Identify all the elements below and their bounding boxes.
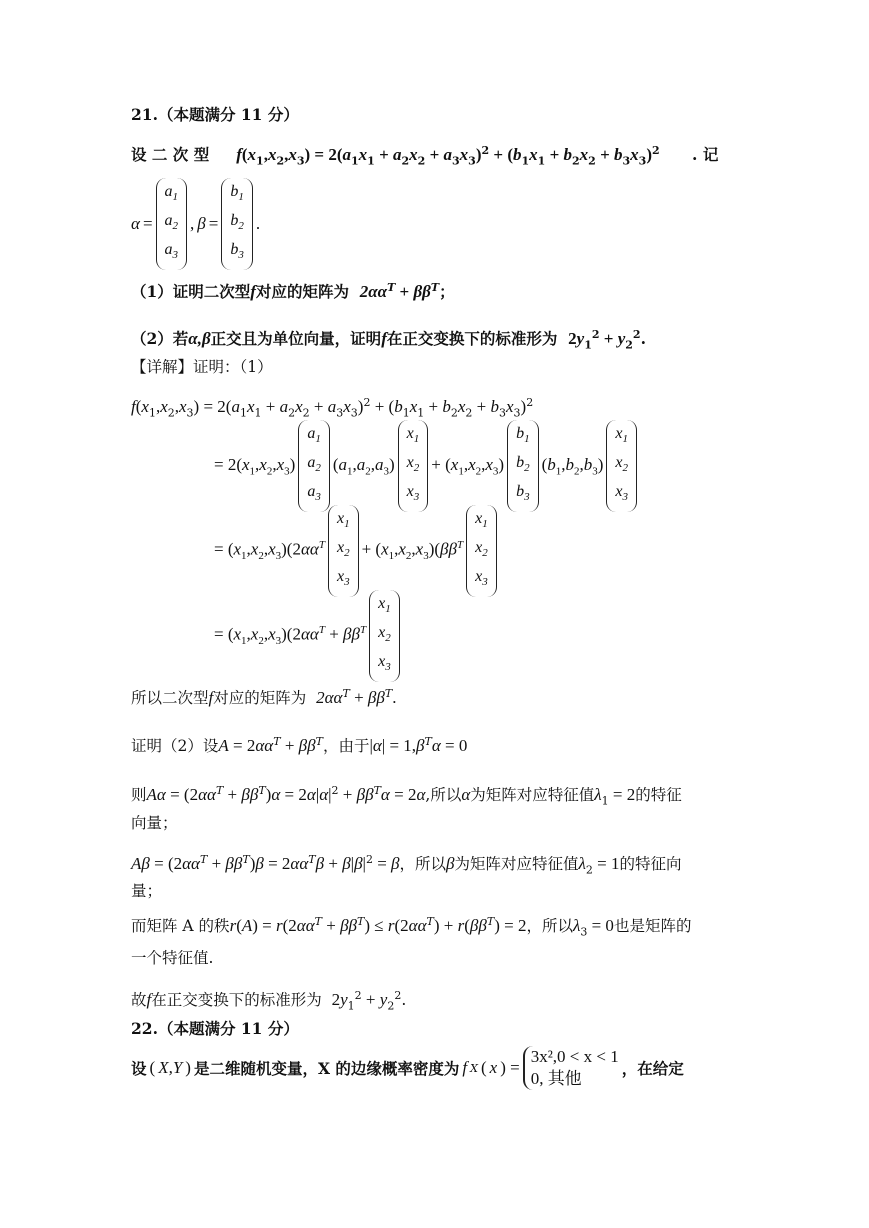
rank-wrap: 一个特征值.	[131, 949, 214, 967]
q21-part1: （1）证明二次型f对应的矩阵为 $2\alpha\alpha^T + \beta\beta^T$；	[131, 281, 455, 302]
density-case-1: 3x²,0 < x < 1	[530, 1047, 619, 1066]
expansion-line1: $f(x_1,x_2,x_3) = 2(a_1x_1 + a_2x_2 + a_3x_3)^2 + (b_1x_1 + b_2x_2 + b_3x_3)^2$	[131, 396, 534, 420]
q22-intro: 设 ( X,Y ) 是二维随机变量，X 的边缘概率密度为 f X ( x ) = 3x²,0 < x < 1 0, 其他 ，在给定	[131, 1047, 684, 1088]
q21-part2: （2）若α,β正交且为单位向量，证明f在正交变换下的标准形为 $2y_1^2 + y_2^2$.	[131, 328, 646, 352]
expansion-line3: = $(x_1,x_2,x_3)(2\alpha\alpha^T$ $x_1$ $x_2$ $x_3$ + $(x_1,x_2,x_3)(\beta\beta^T$ $x_1$ $x_2$ $x_3$	[214, 505, 497, 597]
solution-label: 【详解】证明：（1）	[131, 358, 273, 376]
expansion-line4: = $(x_1,x_2,x_3)(2\alpha\alpha^T + \beta\beta^T$ $x_1$ $x_2$ $x_3$	[214, 590, 400, 682]
q22-heading: 22.（本题满分 11 分）	[131, 1019, 299, 1038]
q21-heading: 21.（本题满分 11 分）	[131, 105, 299, 124]
conclusion-1: 所以二次型f对应的矩阵为 $2\alpha\alpha^T + \beta\beta^T$.	[131, 687, 397, 708]
density-case-2: 0, 其他	[530, 1069, 582, 1088]
eigen-2: $A\beta = (2\alpha\alpha^T + \beta\beta^T)\beta = 2\alpha\alpha^T\beta + \beta|\beta|^2 = \beta$，所以β为矩阵对应特征值$\lambda_2 = 1$的特征向	[131, 853, 682, 877]
eigen-1-wrap: 向量；	[131, 814, 178, 832]
rank-line: 而矩阵 A 的秩$r(A) = r(2\alpha\alpha^T + \beta\beta^T) \le r(2\alpha\alpha^T) + r(\beta\beta^T) = 2$，所以$\lambda_3 = 0$也是矩阵的	[131, 915, 692, 939]
proof-2-setup: 证明（2）设$A = 2\alpha\alpha^T + \beta\beta^T$，由于$|\alpha| = 1,\beta^T\alpha = 0$	[131, 735, 468, 756]
alpha-beta-vectors: α = $a_1$ $a_2$ $a_3$ , β = $b_1$ $b_2$ $b_3$ .	[131, 178, 260, 270]
eigen-2-wrap: 量；	[131, 882, 163, 900]
final-conclusion: 故f在正交变换下的标准形为 $2y_1^2 + y_2^2$.	[131, 989, 407, 1013]
q21-intro: 设 二 次 型 $f(x_1,x_2,x_3) = 2(a_1x_1 + a_2x_2 + a_3x_3)^2 + (b_1x_1 + b_2x_2 + b_3x_3)^2$ . 记	[131, 144, 719, 168]
eigen-1: 则$A\alpha = (2\alpha\alpha^T + \beta\beta^T)\alpha = 2\alpha|\alpha|^2 + \beta\beta^T\alpha = 2\alpha$,所以α为矩阵对应特征值$\lambda_1 = 2$的特征	[131, 784, 682, 808]
expansion-line2: = $2(x_1,x_2,x_3)$ $a_1$ $a_2$ $a_3$ $(a_1,a_2,a_3)$ $x_1$ $x_2$ $x_3$ + $(x_1,x_2,x_3)$ $b_1$ $b_2$ $b_3$ $(b_1,b_2,b_3)$ $x_1$ $x_2$ $x_3$	[214, 420, 637, 512]
